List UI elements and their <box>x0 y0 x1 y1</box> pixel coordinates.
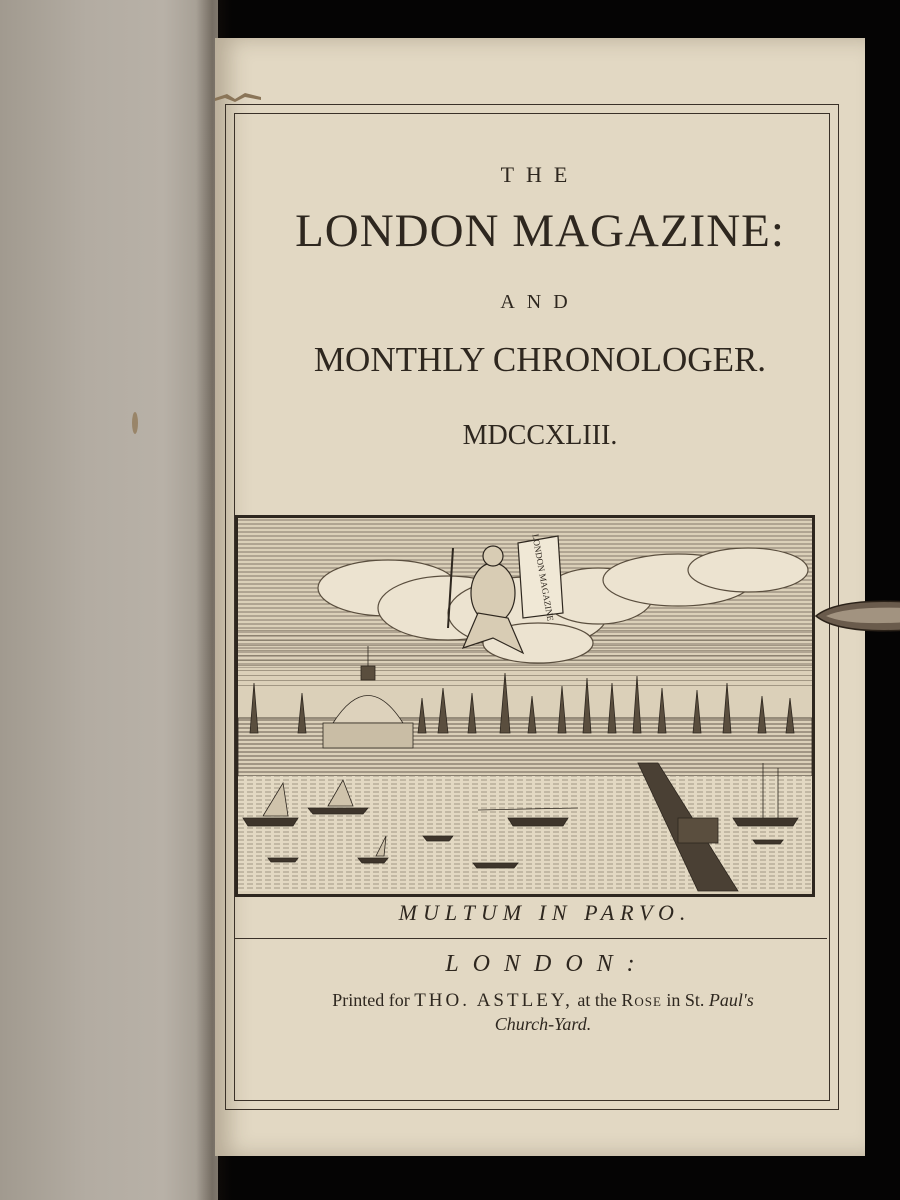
title-page <box>215 38 865 1156</box>
divider-rule <box>235 938 827 939</box>
banner-text: LONDON MAGAZINE <box>530 533 556 622</box>
imprint-city: LONDON: <box>445 951 649 977</box>
imprint-in-st: in St. <box>666 990 705 1010</box>
subtitle: MONTHLY CHRONOLOGER. <box>313 340 767 379</box>
london-skyline-engraving <box>235 515 815 897</box>
kicker-the: THE <box>500 162 580 187</box>
magazine-title: LONDON MAGAZINE: <box>295 205 785 257</box>
foxing-stain <box>132 412 138 434</box>
year: MDCCXLIII. <box>462 420 618 451</box>
page-tear <box>215 88 261 104</box>
imprint-at-the: at the <box>577 990 617 1010</box>
kicker-and: AND <box>500 291 580 313</box>
imprint-pauls: Paul's <box>708 990 754 1010</box>
engraving-illustration <box>238 518 812 894</box>
imprint-line <box>223 990 863 1012</box>
imprint-printed-for: Printed for <box>332 990 410 1010</box>
bookmark-ribbon <box>808 596 900 636</box>
motto: MULTUM IN PARVO. <box>398 900 692 925</box>
imprint-place: Church-Yard. <box>494 1014 592 1034</box>
left-page <box>0 0 218 1200</box>
imprint-sign: Rose <box>621 990 662 1010</box>
banner-scroll <box>518 533 563 622</box>
imprint-publisher: THO. ASTLEY, <box>414 990 573 1011</box>
